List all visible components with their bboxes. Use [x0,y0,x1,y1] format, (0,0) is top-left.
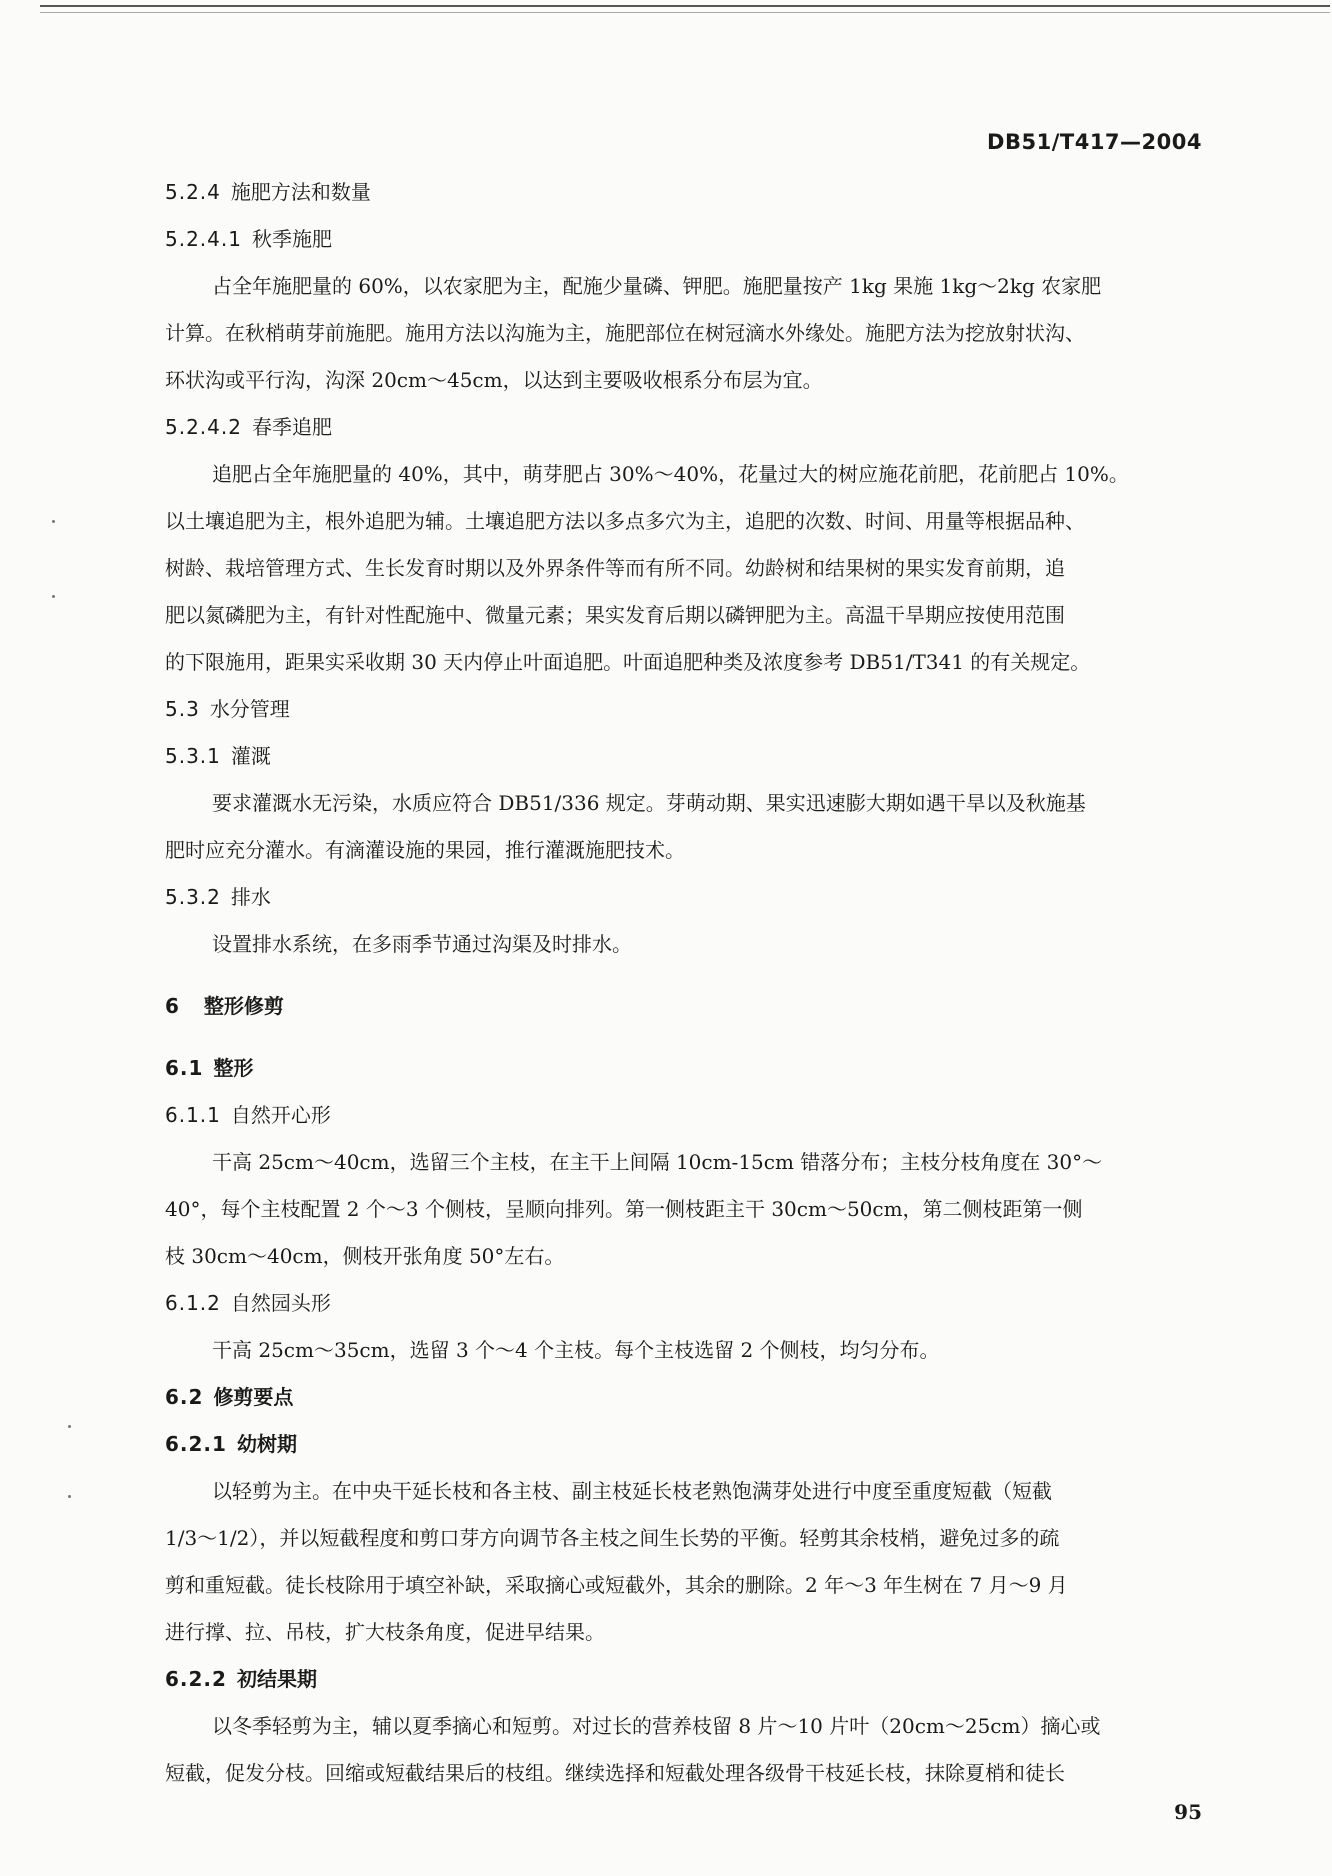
section-title: 自然园头形 [230,1291,331,1315]
section-title: 施肥方法和数量 [230,180,371,204]
section-number: 6.1.2 [165,1291,221,1315]
paragraph-line: 剪和重短截。徒长枝除用于填空补缺，采取摘心或短截外，其余的删除。2 年～3 年生树在 7 月～9 月 [165,1573,1068,1597]
section-heading-6-2-1 [165,1428,297,1457]
section-heading-6-1-2 [165,1287,331,1316]
section-heading-5-3 [165,693,290,722]
paragraph-line: 以冬季轻剪为主，辅以夏季摘心和短剪。对过长的营养枝留 8 片～10 片叶（20cm～25cm）摘心或 [212,1714,1101,1738]
page-number: 95 [1174,1800,1202,1824]
section-heading-5-3-1 [165,740,271,769]
section-heading-6-2 [165,1381,293,1410]
section-number: 6.2 [165,1385,204,1409]
section-number: 5.2.4.2 [165,415,242,439]
section-number: 5.2.4 [165,180,221,204]
scan-speck [68,1495,71,1498]
section-heading-5-2-4-1 [165,223,332,252]
paragraph-line: 40°，每个主枝配置 2 个～3 个侧枝，呈顺向排列。第一侧枝距主干 30cm～50cm，第二侧枝距第一侧 [165,1197,1083,1221]
scan-speck [68,1425,71,1428]
section-number: 5.3.1 [165,744,221,768]
paragraph-line: 树龄、栽培管理方式、生长发育时期以及外界条件等而有所不同。幼龄树和结果树的果实发育前期，追 [165,556,1065,580]
paragraph-line: 短截，促发分枝。回缩或短截结果后的枝组。继续选择和短截处理各级骨干枝延长枝，抹除夏梢和徒长 [165,1761,1065,1785]
paragraph-line: 肥以氮磷肥为主，有针对性配施中、微量元素；果实发育后期以磷钾肥为主。高温干旱期应按使用范围 [165,603,1065,627]
section-number: 5.2.4.1 [165,227,242,251]
paragraph-line: 以土壤追肥为主，根外追肥为辅。土壤追肥方法以多点多穴为主，追肥的次数、时间、用量等根据品种、 [165,509,1085,533]
top-border-rule [40,5,1330,7]
section-title: 修剪要点 [213,1385,294,1409]
paragraph-line: 干高 25cm～40cm，选留三个主枝，在主干上间隔 10cm-15cm 错落分布；主枝分枝角度在 30°～ [212,1150,1103,1174]
section-title: 整形 [213,1056,254,1080]
section-number: 6.1.1 [165,1103,221,1127]
paragraph-line: 要求灌溉水无污染，水质应符合 DB51/336 规定。芽萌动期、果实迅速膨大期如遇干旱以及秋施基 [212,791,1086,815]
section-number: 5.3.2 [165,885,221,909]
section-heading-5-2-4 [165,176,371,205]
section-title: 水分管理 [209,697,290,721]
section-title: 排水 [230,885,271,909]
section-title: 灌溉 [230,744,271,768]
section-heading-6-1 [165,1052,253,1081]
paragraph-line: 追肥占全年施肥量的 40%，其中，萌芽肥占 30%～40%，花量过大的树应施花前肥，花前肥占 10%。 [212,462,1129,486]
paragraph-line: 以轻剪为主。在中央干延长枝和各主枝、副主枝延长枝老熟饱满芽处进行中度至重度短截（短截 [212,1479,1052,1503]
section-number: 6 [165,994,180,1018]
section-number: 5.3 [165,697,200,721]
section-title: 幼树期 [236,1432,297,1456]
section-title: 秋季施肥 [251,227,332,251]
document-code: DB51/T417—2004 [987,130,1202,154]
section-title: 自然开心形 [230,1103,331,1127]
scan-speck [52,520,55,523]
chapter-heading-6 [165,990,284,1019]
paragraph-line: 计算。在秋梢萌芽前施肥。施用方法以沟施为主，施肥部位在树冠滴水外缘处。施肥方法为挖放射状沟、 [165,321,1085,345]
paragraph-line: 环状沟或平行沟，沟深 20cm～45cm，以达到主要吸收根系分布层为宜。 [165,368,823,392]
section-number: 6.2.2 [165,1667,227,1691]
paragraph-line: 进行撑、拉、吊枝，扩大枝条角度，促进早结果。 [165,1620,605,1644]
section-number: 6.1 [165,1056,204,1080]
paragraph-line: 设置排水系统，在多雨季节通过沟渠及时排水。 [212,932,632,956]
section-title: 春季追肥 [251,415,332,439]
scan-speck [52,595,55,598]
paragraph-line: 干高 25cm～35cm，选留 3 个～4 个主枝。每个主枝选留 2 个侧枝，均匀分布。 [212,1338,940,1362]
paragraph-line: 肥时应充分灌水。有滴灌设施的果园，推行灌溉施肥技术。 [165,838,685,862]
section-number: 6.2.1 [165,1432,227,1456]
section-title: 初结果期 [236,1667,317,1691]
top-border-rule-secondary [40,12,1330,13]
section-heading-6-1-1 [165,1099,331,1128]
paragraph-line: 枝 30cm～40cm，侧枝开张角度 50°左右。 [165,1244,565,1268]
paragraph-line: 占全年施肥量的 60%，以农家肥为主，配施少量磷、钾肥。施肥量按产 1kg 果施 1kg～2kg 农家肥 [212,274,1102,298]
section-heading-6-2-2 [165,1663,317,1692]
section-heading-5-2-4-2 [165,411,332,440]
paragraph-line: 的下限施用，距果实采收期 30 天内停止叶面追肥。叶面追肥种类及浓度参考 DB51/T341 的有关规定。 [165,650,1091,674]
paragraph-line: 1/3～1/2），并以短截程度和剪口芽方向调节各主枝之间生长势的平衡。轻剪其余枝梢，避免过多的疏 [165,1526,1060,1550]
section-title: 整形修剪 [203,994,284,1018]
section-heading-5-3-2 [165,881,271,910]
